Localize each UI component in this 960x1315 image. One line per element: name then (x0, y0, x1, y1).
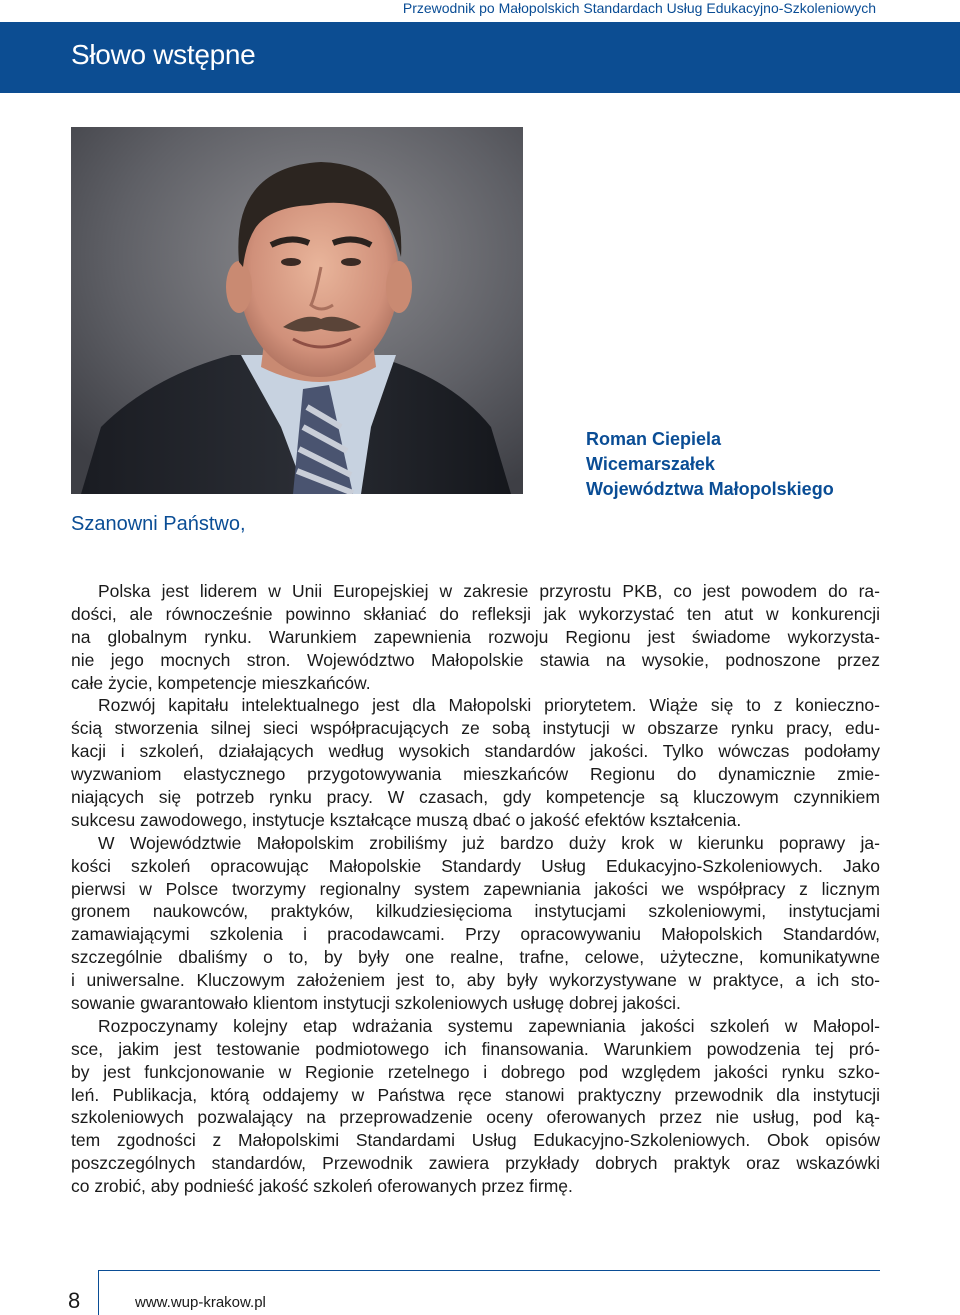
author-office: Województwa Małopolskiego (586, 479, 834, 499)
text-line: sowanie gwarantowało klientom instytucji szkoleniowych usługę dobrej jakości. (71, 993, 681, 1014)
text-line: by jest funkcjonowanie w Regionie rzetelnego i dobrego pod względem jakości rynku szko- (71, 1061, 880, 1082)
text-line: niających się potrzeb rynku pracy. W czasach, gdy kompetencje są kluczowym czynnikiem (71, 787, 880, 808)
footer-divider (98, 1270, 99, 1315)
text-line: całe życie, kompetencje mieszkańców. (71, 672, 371, 693)
text-line: nie jego mocnych stron. Województwo Małopolskie stawia na wysokie, podnoszone przez (71, 649, 880, 670)
text-line: kości szkoleń opracowując Małopolskie Standardy Usług Edukacyjno-Szkoleniowych. Jako (71, 855, 880, 876)
text-line: Rozpoczynamy kolejny etap wdrażania systemu zapewniania jakości szkoleń w Małopol- (98, 1015, 880, 1036)
text-line: na globalnym rynku. Warunkiem zapewnienia rozwoju Regionu jest świadome wykorzysta- (71, 626, 880, 647)
text-line: Polska jest liderem w Unii Europejskiej w zakresie przyrostu PKB, co jest powodem do ra- (98, 581, 880, 601)
text-line: pierwsi w Polsce tworzymy regionalny system zapewniania jakości we współpracy z licznym (71, 878, 880, 899)
text-line: leń. Publikacja, którą oddajemy w Państwa ręce stanowi praktyczny przewodnik dla instytucji (71, 1084, 880, 1105)
text-line: zamawiającymi szkolenia i pracodawcami. Przy opracowywaniu Małopolskich Standardów, (71, 924, 880, 945)
text-line: poszczególnych standardów, Przewodnik zawiera przykłady dobrych praktyk oraz wskazówki (71, 1153, 880, 1174)
text-line: co zrobić, aby podnieść jakość szkoleń oferowanych przez firmę. (71, 1176, 573, 1197)
text-line: sce, jakim jest testowanie podmiotowego ich finansowania. Warunkiem powodzenia tej pró- (71, 1038, 880, 1059)
greeting: Szanowni Państwo, (71, 513, 246, 535)
text-line: Rozwój kapitału intelektualnego jest dla Małopolski priorytetem. Wiąże się to z konieczno- (98, 695, 880, 716)
author-name: Roman Ciepiela (586, 429, 722, 449)
author-block (586, 427, 834, 502)
portrait-image (71, 127, 523, 494)
footer-url[interactable]: www.wup-krakow.pl (135, 1294, 266, 1311)
page-number: 8 (68, 1288, 81, 1313)
text-line: gronem naukowców, praktyków, kilkudziesięcioma instytucjami szkoleniowymi, instytucjami (71, 901, 880, 922)
text-line: dości, ale równocześnie powinno skłaniać do refleksji jak wykorzystać ten atut w konkurencji (71, 603, 880, 624)
section-title-band (0, 22, 960, 93)
author-role: Wicemarszałek (586, 454, 715, 474)
text-line: i uniwersalne. Kluczowym założeniem jest to, aby były wykorzystywane w praktyce, a ich sto- (71, 970, 880, 991)
page-title: Słowo wstępne (71, 39, 256, 70)
text-line: W Województwie Małopolskim zrobiliśmy już bardzo duży krok w kierunku poprawy ja- (98, 832, 880, 853)
author-portrait (71, 127, 523, 494)
text-line: tem zgodności z Małopolskimi Standardami Usług Edukacyjno-Szkoleniowych. Obok opisów (71, 1130, 880, 1151)
text-line: kacji i szkoleń, działających według wysokich standardów jakości. Tylko wówczas podołamy (71, 741, 880, 762)
letter-body (71, 580, 880, 1198)
text-line: szczególnie dbaliśmy o to, by były one realne, trafne, celowe, użyteczne, komunikatywne (71, 947, 880, 968)
text-line: ścią stworzenia silnej sieci współpracujących ze sobą instytucji w obszarze rynku pracy, edu- (71, 718, 880, 739)
text-line: szkoleniowych pozwalający na przeprowadzenie oceny oferowanych przez nie usług, pod ką- (71, 1107, 880, 1128)
footer-rule (98, 1270, 880, 1271)
running-header: Przewodnik po Małopolskich Standardach Usług Edukacyjno-Szkoleniowych (402, 0, 876, 16)
text-line: wyzwaniom elastycznego przygotowywania mieszkańców Regionu do dynamicznie zmie- (71, 764, 880, 785)
text-line: sukcesu zawodowego, instytucje kształcące muszą dbać o jakość efektów kształcenia. (71, 809, 742, 830)
